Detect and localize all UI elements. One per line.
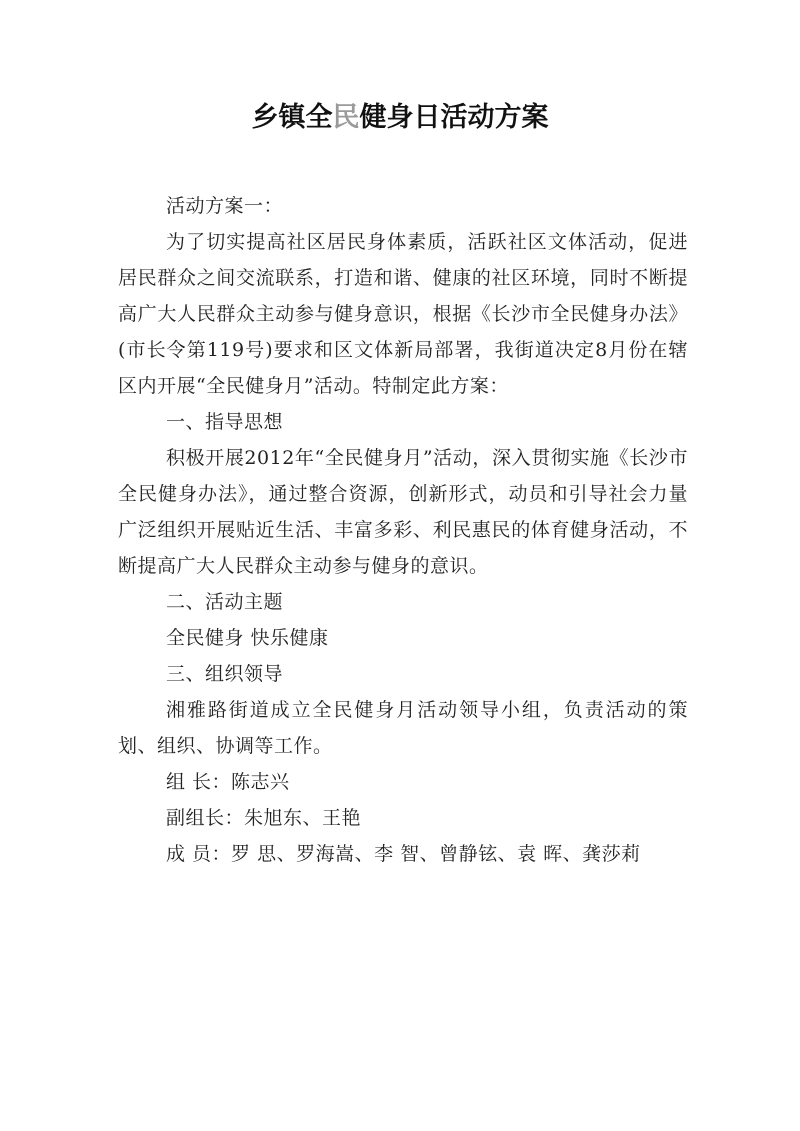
heading-guiding-ideology: 一、指导思想 <box>166 411 284 433</box>
paragraph-plan-label: 活动方案一： <box>166 195 284 217</box>
paragraph-guiding-ideology: 积极开展2012年“全民健身月”活动，深入贯彻实施《长沙市全民健身办法》，通过整合资源，创新形式，动员和引导社会力量广泛组织开展贴近生活、丰富多彩、利民惠民的体育健身活动，不断提高广大人民群众主动参与健身的意识。 <box>118 447 688 577</box>
paragraph-activity-theme: 全民健身 快乐健康 <box>166 627 329 649</box>
paragraph-intro: 为了切实提高社区居民身体素质，活跃社区文体活动，促进居民群众之间交流联系，打造和谐、健康的社区环境，同时不断提高广大人民群众主动参与健身意识，根据《长沙市全民健身办法》(市长令第119号)要求和区文体新局部署，我街道决定8月份在辖区内开展“全民健身月”活动。特制定此方案： <box>118 231 688 397</box>
paragraph-leader: 组 长：陈志兴 <box>166 771 290 793</box>
title-part-2: 健身日活动方案 <box>359 102 549 133</box>
document-body <box>118 188 688 872</box>
paragraph-organization: 湘雅路街道成立全民健身月活动领导小组，负责活动的策划、组织、协调等工作。 <box>118 699 688 757</box>
title-part-1: 乡镇全 <box>251 102 333 133</box>
title-highlight-char: 民 <box>332 102 360 133</box>
document-title <box>0 98 800 138</box>
paragraph-members: 成 员：罗 思、罗海嵩、李 智、曾静铉、袁 晖、龚莎莉 <box>166 843 641 865</box>
heading-activity-theme: 二、活动主题 <box>166 591 284 613</box>
paragraph-deputy-leader: 副组长：朱旭东、王艳 <box>166 807 362 829</box>
heading-organization: 三、组织领导 <box>166 663 284 685</box>
